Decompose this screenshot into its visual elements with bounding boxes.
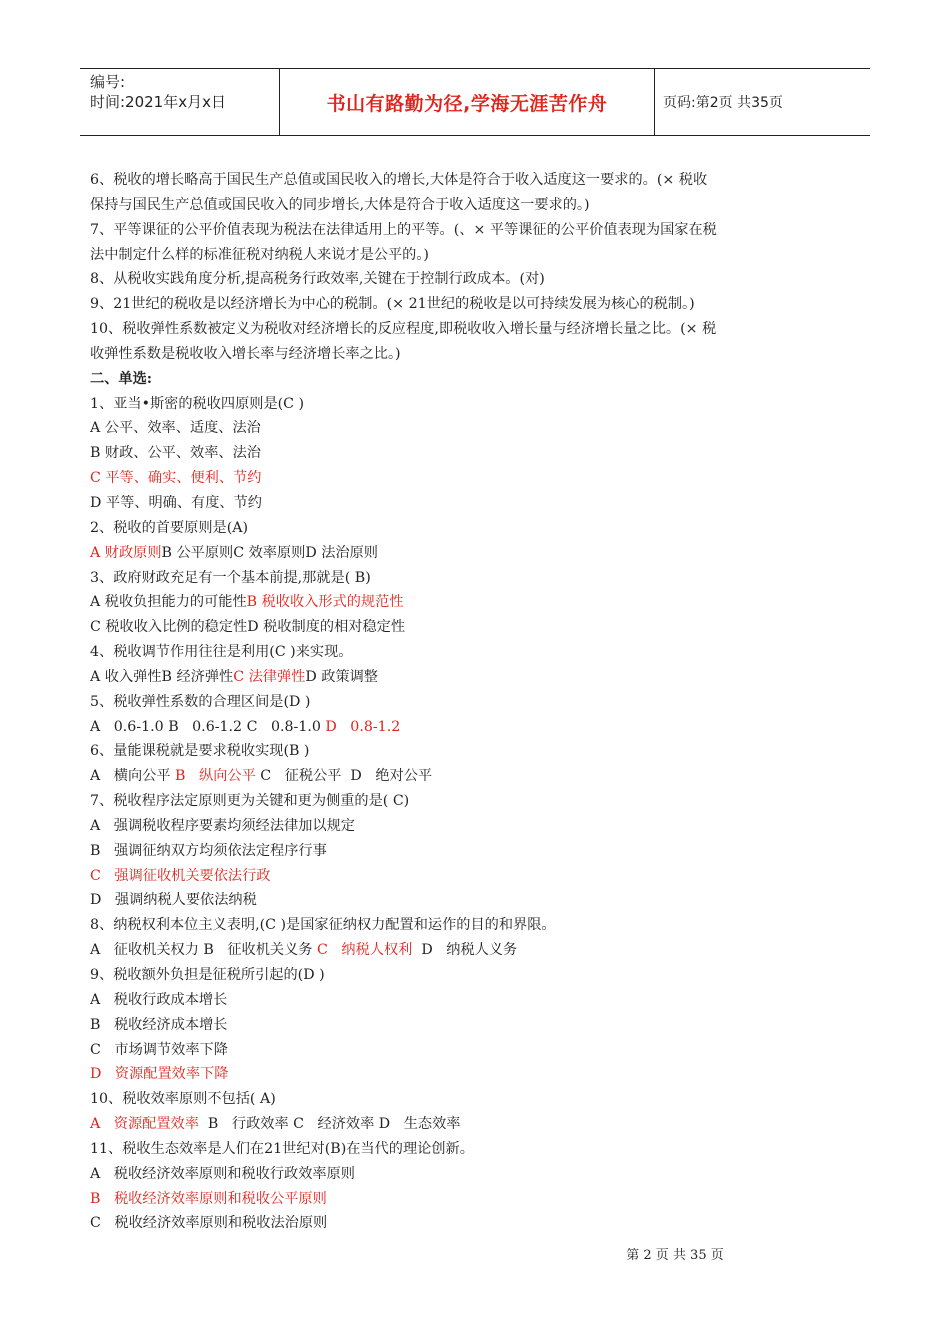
text-line bbox=[90, 789, 862, 814]
line-text: A 0.6-1.0 B 0.6-1.2 C 0.8-1.0 bbox=[90, 718, 326, 735]
answer-text: D 0.8-1.2 bbox=[325, 718, 401, 735]
text-line bbox=[90, 491, 862, 516]
line-text: 二、单选: bbox=[90, 370, 152, 387]
text-line bbox=[90, 888, 862, 913]
line-text: B 行政效率 C 经济效率 D 生态效率 bbox=[198, 1116, 461, 1133]
line-text: C 征税公平 D 绝对公平 bbox=[255, 768, 433, 785]
line-text: A 强调税收程序要素均须经法律加以规定 bbox=[90, 817, 355, 834]
answer-text: C 强调征收机关要依法行政 bbox=[90, 867, 271, 884]
document-body bbox=[90, 168, 862, 1236]
text-line bbox=[90, 392, 862, 417]
answer-text: B 税收经济效率原则和税收公平原则 bbox=[90, 1190, 327, 1207]
text-line bbox=[90, 1112, 862, 1137]
text-line bbox=[90, 739, 862, 764]
text-line bbox=[90, 690, 862, 715]
text-line bbox=[90, 615, 862, 640]
text-line bbox=[90, 367, 862, 392]
line-text: C 市场调节效率下降 bbox=[90, 1041, 228, 1058]
text-line bbox=[90, 1087, 862, 1112]
answer-text: C 法律弹性 bbox=[233, 668, 306, 685]
line-text: 2、税收的首要原则是(A) bbox=[90, 519, 249, 536]
line-text: C 税收收入比例的稳定性D 税收制度的相对稳定性 bbox=[90, 619, 406, 636]
line-text: C 税收经济效率原则和税收法治原则 bbox=[90, 1215, 328, 1232]
text-line bbox=[90, 1187, 862, 1212]
text-line bbox=[90, 665, 862, 690]
line-text: 7、平等课征的公平价值表现为税法在法律适用上的平等。(、× 平等课征的公平价值表现为国家在税 bbox=[90, 221, 717, 238]
text-line bbox=[90, 1137, 862, 1162]
header-page-indicator bbox=[655, 69, 870, 135]
text-line bbox=[90, 814, 862, 839]
answer-text: A 资源配置效率 bbox=[90, 1116, 199, 1133]
answer-text: D 资源配置效率下降 bbox=[90, 1066, 229, 1083]
text-line bbox=[90, 441, 862, 466]
text-line bbox=[90, 416, 862, 441]
line-text: 3、政府财政充足有一个基本前提,那就是( B) bbox=[90, 569, 371, 586]
line-text: B 税收经济成本增长 bbox=[90, 1016, 228, 1033]
text-line bbox=[90, 193, 862, 218]
line-text: A 征收机关权力 B 征收机关义务 bbox=[90, 942, 318, 959]
text-line bbox=[90, 764, 862, 789]
text-line bbox=[90, 218, 862, 243]
text-line bbox=[90, 590, 862, 615]
document-number-label: 编号: bbox=[90, 73, 126, 91]
line-text: 法中制定什么样的标准征税对纳税人来说才是公平的。) bbox=[90, 246, 429, 263]
header-page-label: 页码:第2页 共35页 bbox=[663, 95, 783, 111]
text-line bbox=[90, 566, 862, 591]
document-date: 时间:2021年x月x日 bbox=[90, 93, 226, 111]
line-text: B 强调征纳双方均须依法定程序行事 bbox=[90, 842, 327, 859]
text-line bbox=[90, 168, 862, 193]
line-text: B 财政、公平、效率、法治 bbox=[90, 445, 261, 462]
line-text: 9、21世纪的税收是以经济增长为中心的税制。(× 21世纪的税收是以可持续发展为核心的税制。) bbox=[90, 296, 695, 313]
text-line bbox=[90, 864, 862, 889]
text-line bbox=[90, 913, 862, 938]
answer-text: B 纵向公平 bbox=[175, 768, 256, 785]
line-text: 保持与国民生产总值或国民收入的同步增长,大体是符合于收入适度这一要求的。) bbox=[90, 196, 590, 213]
line-text: 8、从税收实践角度分析,提高税务行政效率,关键在于控制行政成本。(对) bbox=[90, 271, 545, 288]
text-line bbox=[90, 1062, 862, 1087]
line-text: 7、税收程序法定原则更为关键和更为侧重的是( C) bbox=[90, 793, 410, 810]
line-text: A 税收经济效率原则和税收行政效率原则 bbox=[90, 1165, 355, 1182]
text-line bbox=[90, 1013, 862, 1038]
line-text: 10、税收效率原则不包括( A) bbox=[90, 1091, 276, 1108]
text-line bbox=[90, 988, 862, 1013]
line-text: D 强调纳税人要依法纳税 bbox=[90, 892, 257, 909]
line-text: A 公平、效率、适度、法治 bbox=[90, 420, 261, 437]
text-line bbox=[90, 541, 862, 566]
text-line bbox=[90, 839, 862, 864]
line-text: D 纳税人义务 bbox=[412, 942, 518, 959]
line-text: D 平等、明确、有度、节约 bbox=[90, 494, 262, 511]
line-text: 6、税收的增长略高于国民生产总值或国民收入的增长,大体是符合于收入适度这一要求的。(× 税收 bbox=[90, 172, 708, 188]
line-text: 1、亚当•斯密的税收四原则是(C ) bbox=[90, 395, 305, 412]
line-text: A 税收行政成本增长 bbox=[90, 991, 228, 1008]
line-text: 6、量能课税就是要求税收实现(B ) bbox=[90, 743, 310, 760]
text-line bbox=[90, 1211, 862, 1236]
text-line bbox=[90, 292, 862, 317]
line-text: D 政策调整 bbox=[305, 668, 378, 685]
line-text: 4、税收调节作用往往是利用(C )来实现。 bbox=[90, 644, 353, 661]
text-line bbox=[90, 715, 862, 740]
line-text: 8、纳税权利本位主义表明,(C )是国家征纳权力配置和运作的目的和界限。 bbox=[90, 917, 556, 934]
text-line bbox=[90, 267, 862, 292]
line-text: 收弹性系数是税收收入增长率与经济增长率之比。) bbox=[90, 345, 401, 362]
header-meta bbox=[80, 69, 280, 135]
line-text: 10、税收弹性系数被定义为税收对经济增长的反应程度,即税收收入增长量与经济增长量之比。(× 税 bbox=[90, 321, 717, 338]
line-text: 5、税收弹性系数的合理区间是(D ) bbox=[90, 693, 311, 710]
text-line bbox=[90, 516, 862, 541]
line-text: A 收入弹性B 经济弹性 bbox=[90, 668, 234, 685]
page-header bbox=[80, 68, 870, 136]
line-text: 9、税收额外负担是征税所引起的(D ) bbox=[90, 967, 325, 983]
text-line bbox=[90, 1038, 862, 1063]
text-line bbox=[90, 466, 862, 491]
text-line bbox=[90, 963, 862, 988]
text-line bbox=[90, 938, 862, 963]
answer-text: B 税收收入形式的规范性 bbox=[246, 594, 404, 611]
answer-text: C 纳税人权利 bbox=[317, 942, 413, 959]
text-line bbox=[90, 342, 862, 367]
line-text: B 公平原则C 效率原则D 法治原则 bbox=[161, 544, 378, 561]
text-line bbox=[90, 1162, 862, 1187]
answer-text: A 财政原则 bbox=[90, 544, 162, 561]
answer-text: C 平等、确实、便利、节约 bbox=[90, 470, 262, 487]
line-text: A 税收负担能力的可能性 bbox=[90, 594, 247, 611]
page-footer: 第 2 页 共 35 页 bbox=[626, 1248, 724, 1263]
text-line bbox=[90, 317, 862, 342]
text-line bbox=[90, 640, 862, 665]
line-text: 11、税收生态效率是人们在21世纪对(B)在当代的理论创新。 bbox=[90, 1140, 474, 1157]
line-text: A 横向公平 bbox=[90, 768, 176, 785]
header-motto: 书山有路勤为径,学海无涯苦作舟 bbox=[280, 69, 655, 135]
text-line bbox=[90, 243, 862, 268]
